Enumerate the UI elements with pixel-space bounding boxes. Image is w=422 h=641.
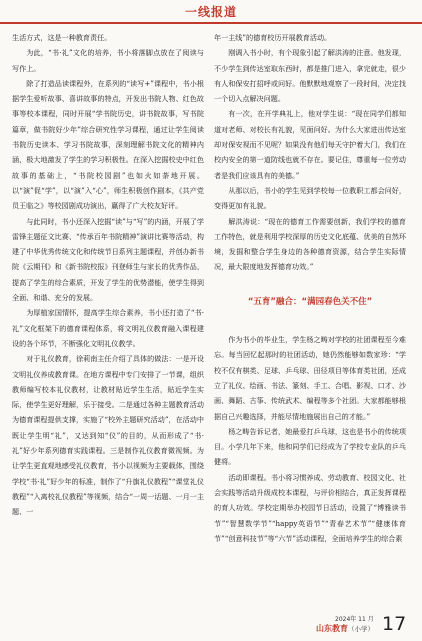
paragraph: 刚调入书小时，有个现象引起了解洪涛的注意。他发现，不少学生到传达室取东西时，都是推门进入，拿完就走，很少有人和保安打招呼或问好。他默默地观察了一段时间，决定找一个切入点解决问题。 [214, 48, 406, 104]
paragraph: 解洪涛说：“现在的德育工作需要创新，我们学校的德育工作特色，就是利用学校深厚的历史文化底蕴、优美的自然环境，发掘和整合学生身边的各种德育资源，结合学生实际情况，最大限度地发挥德育功效。” [214, 216, 406, 272]
magazine-logo [316, 623, 374, 634]
paragraph: 除了打造品读课程外，在系列的“读写+”课程中，书小根据学生爱听故事、喜讲故事的特点，开发出书院人物、红色故事等校本课程，同时开展“学书院历史，讲书院故事，写书院篇章，做书院好少年”综合研究性学习课程，通过让学生阅读书院历史读本、学习书院故事，深刻理解书院文化的精神内涵，极大地激发了学生的学习积极性。在深入挖掘校史中红色故事的基础上，“书院校园剧”也如火如荼地开展。以“演”促“学”，以“演”入“心”，师生积极创作剧本，《共产党员王临之》等校园剧成功演出，赢得了广大校友好评。 [12, 78, 204, 211]
page-header [0, 0, 422, 26]
paragraph: 年一主线”的德育校历开展教育活动。 [214, 33, 332, 42]
subheading-part1: “五育”融合： [247, 296, 302, 307]
paragraph: 活动即课程。书小将习惯养成、劳动教育、校园文化、社会实践等活动升级成校本课程，与评价相结合，真正发挥课程的育人功效。学校定期举办校园节日活动，设置了“博雅读书节”“智慧数学节”“happy英语节”“青春艺术节”“健康体育节”“创意科技节”等“六节”活动课程，全面培养学生的综合素 [214, 472, 406, 543]
page-number: 17 [382, 613, 407, 635]
page-footer [0, 610, 422, 640]
paragraph: 杨之畴告诉记者，她最爱打乒乓球，这也是书小的传统项目。小学几年下来，他和同学们已经成为了学校专业队的乒乓健将。 [214, 426, 406, 467]
paragraph: 生活方式，这是一种教育责任。 [12, 33, 112, 42]
section-subheading [214, 295, 406, 310]
issue-date: 2024年 11 月 [335, 616, 374, 623]
paragraph: 为厚植家国情怀，提高学生综合素养，书小还打造了“书·礼”文化框架下的德育课程体系，将文明礼仪教育融入课程建设的各个环节，不断强化文明礼仪教学。 [12, 308, 204, 348]
paragraph: 作为书小的毕业生，学生杨之畴对学校的社团课程至今难忘。每当回忆起那时的社团活动，她仍然能够如数家珍：“学校不仅有棋类、足球、乒乓球、田径项目等体育类社团，还成立了礼仪、绘画、书法、篆刻、手工、合唱、影视、口才、沙画、舞蹈、古筝、传统武术、编程等多个社团。大家都能够根据自己兴趣选择，并能尽情地施展出自己的才能。” [214, 335, 406, 421]
paragraph: 从那以后，书小的学生见到学校每一位教职工都会问好，变得更加有礼貌。 [214, 185, 406, 211]
left-column [12, 30, 204, 520]
paragraph: 对于礼仪教育，徐莉南主任介绍了具体的做法：一是开设文明礼仪养成教育课。在地方课程中专门安排了一节课，组织教师编写校本礼仪教材，让教材贴近学生生活，贴近学生实际，使学生更好理解，乐于接受。二是通过各种主题教育活动为德育课程提供支撑，实施了“校外主题研究活动”，在活动中既让学生明“礼”，又达到知“仪”的目的，从而形成了“书·礼”好少年系列德育实践课程。三是制作礼仪教育微视频。为让学生更直观地感受礼仪教育，书小以视频为主要载体，围绕学校“书·礼”好少年的标准，制作了“升旗礼仪教程”“课堂礼仪教程”“入离校礼仪教程”等视频，结合“一周一话题、一月一主题、一 [12, 354, 204, 517]
subheading-part2: “满园春色关不住” [301, 296, 373, 307]
paragraph: 为此，“书·礼”文化的培养，书小将落脚点放在了阅读与写作上。 [12, 48, 204, 73]
paragraph: 与此同时，书小还深入挖掘“读”与“写”的内涵，开展了学雷锋主题征文比赛、“传承百年书院精神”演讲比赛等活动，构建了中华优秀传统文化和传统节日系列主题课程，并创办新书院《云期刊》和《新书院校报》刊登师生与家长的优秀作品，提高了学生的综合素质，开发了学生的优势潜能，使学生得到全面、和谐、充分的发展。 [12, 216, 204, 303]
section-title: 一线报道 [184, 5, 237, 19]
magazine-name: 山东教育 [316, 623, 348, 633]
magazine-edition: （小学） [348, 625, 374, 633]
paragraph: 有一次，在开学典礼上，他对学生说：“现在同学们都知道对老师、对校长有礼貌，见面问好。为什么大家进出传达室却对保安视而不见呢？如果没有他们每天守护着大门，我们在校内安全的第一道防线也就不存在。要记住，尊重每一位劳动者是我们应该具有的美德。” [214, 109, 406, 180]
right-column [214, 30, 406, 546]
header-rule [0, 22, 422, 24]
